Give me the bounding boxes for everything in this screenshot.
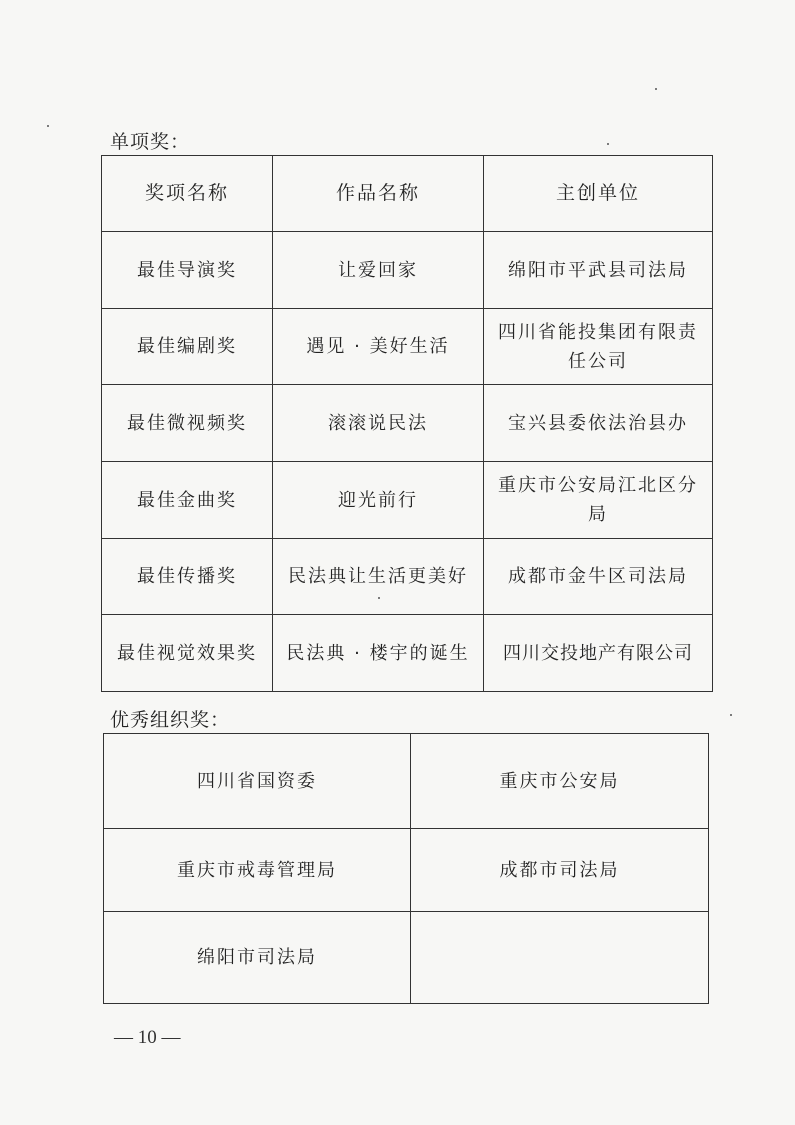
award-name-cell: 最佳传播奖 [102,539,273,615]
award-name-cell: 最佳导演奖 [102,232,273,309]
organization-cell: 四川省国资委 [104,734,411,829]
organization-awards-table [103,733,709,1004]
organization-awards-title: 优秀组织奖： [110,709,231,731]
award-name-cell: 最佳微视频奖 [102,385,273,462]
table-row [104,912,709,1004]
scan-speck [655,88,657,90]
creator-unit-cell: 重庆市公安局江北区分局 [484,462,713,539]
creator-unit-cell: 宝兴县委依法治县办 [484,385,713,462]
organization-cell: 重庆市公安局 [411,734,709,829]
table-row [104,829,709,912]
table-row [102,385,713,462]
work-name-cell: 民法典 · 楼宇的诞生 [273,615,484,692]
table-row [102,232,713,309]
header-award-name: 奖项名称 [102,156,273,232]
work-name-cell: 迎光前行 [273,462,484,539]
organization-cell-empty [411,912,709,1004]
header-creator-unit: 主创单位 [484,156,713,232]
single-awards-table [101,155,713,692]
award-name-cell: 最佳金曲奖 [102,462,273,539]
organization-cell: 重庆市戒毒管理局 [104,829,411,912]
table-row [102,462,713,539]
creator-unit-cell: 绵阳市平武县司法局 [484,232,713,309]
creator-unit-cell: 成都市金牛区司法局 [484,539,713,615]
work-name-cell: 滚滚说民法 [273,385,484,462]
award-name-cell: 最佳视觉效果奖 [102,615,273,692]
work-name-cell: 让爱回家 [273,232,484,309]
work-name-cell: 遇见 · 美好生活 [273,309,484,385]
scan-speck [378,597,380,599]
table-header-row [102,156,713,232]
organization-cell: 绵阳市司法局 [104,912,411,1004]
scan-speck [607,143,609,145]
scan-speck [47,125,49,127]
single-awards-title: 单项奖： [110,131,191,153]
page-number: — 10 — [114,1027,181,1048]
table-row [102,615,713,692]
header-work-name: 作品名称 [273,156,484,232]
table-row [104,734,709,829]
table-row [102,539,713,615]
award-name-cell: 最佳编剧奖 [102,309,273,385]
organization-cell: 成都市司法局 [411,829,709,912]
scan-speck [730,714,732,716]
creator-unit-cell: 四川交投地产有限公司 [484,615,713,692]
work-name-cell: 民法典让生活更美好 [273,539,484,615]
creator-unit-cell: 四川省能投集团有限责任公司 [484,309,713,385]
table-row [102,309,713,385]
